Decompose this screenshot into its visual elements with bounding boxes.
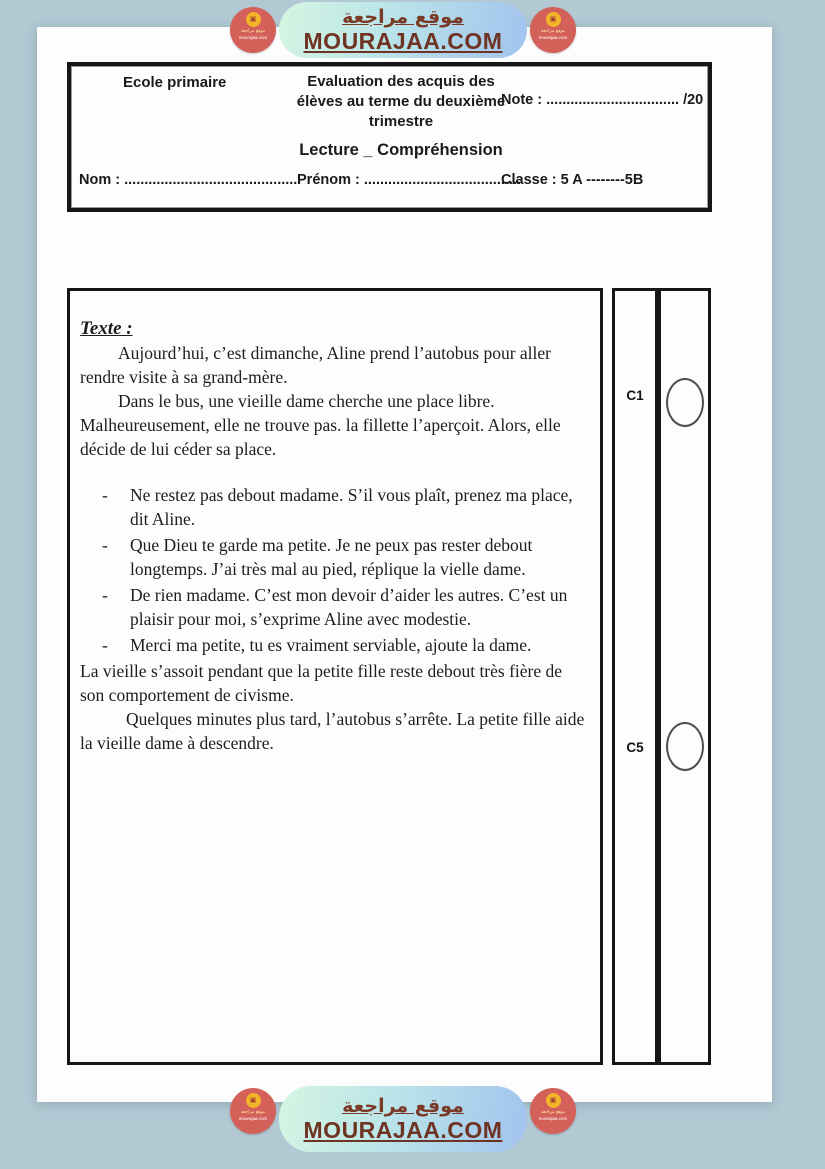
mourajaa-logo-badge: [230, 1088, 276, 1134]
mourajaa-logo-badge: [230, 7, 276, 53]
texte-heading: Texte :: [80, 318, 133, 339]
competency-label-c5: C5: [626, 740, 644, 755]
badge-site-label: mourajaa.com: [538, 1116, 568, 1121]
dialogue-line: [102, 583, 590, 631]
banner-arabic-title: موقع مراجعة: [342, 1095, 464, 1117]
exam-title-line2: élèves au terme du deuxième: [296, 93, 506, 110]
banner-pill: [279, 1086, 527, 1152]
dash-marker: -: [102, 485, 108, 505]
banner-arabic-title: موقع مراجعة: [342, 6, 464, 28]
badge-arabic-label: موقع مراجعة: [240, 1110, 266, 1115]
nom-field: Nom : ...........................................: [79, 172, 298, 188]
dialogue-line: [102, 483, 590, 531]
classe-field: Classe : 5 A --------5B: [501, 172, 644, 188]
dash-marker: -: [102, 585, 108, 605]
badge-arabic-label: موقع مراجعة: [540, 1110, 566, 1115]
paragraph-1: Aujourd’hui, c’est dimanche, Aline prend l’autobus pour aller rendre visite à sa grand-mère.: [80, 343, 552, 387]
dash-marker: -: [102, 535, 108, 555]
badge-site-label: mourajaa.com: [238, 35, 268, 40]
book-icon: ▣: [546, 1093, 561, 1108]
mourajaa-logo-badge: [530, 1088, 576, 1134]
exam-header-box: [67, 62, 712, 212]
dialogue-text: Merci ma petite, tu es vraiment serviable, ajoute la dame.: [130, 635, 532, 655]
dialogue-text: Que Dieu te garde ma petite. Je ne peux pas rester debout longtemps. J’ai très mal au pied, réplique la vielle dame.: [130, 535, 533, 579]
paragraph-3: La vieille s’assoit pendant que la petite fille reste debout très fière de son comportement de civisme.: [80, 661, 563, 705]
badge-site-label: mourajaa.com: [538, 35, 568, 40]
paragraph-4: Quelques minutes plus tard, l’autobus s’arrête. La petite fille aide la vieille dame à descendre.: [80, 709, 585, 753]
mourajaa-banner-bottom: [230, 1086, 576, 1152]
book-icon: ▣: [246, 1093, 261, 1108]
competency-label-c1: C1: [626, 388, 644, 403]
book-icon: ▣: [546, 12, 561, 27]
banner-pill: [279, 2, 527, 58]
paragraph-2: Dans le bus, une vieille dame cherche une place libre. Malheureusement, elle ne trouve pas. la fillette l’aperçoit. Alors, elle décide de lui céder sa place.: [80, 391, 561, 459]
reading-text-box: [67, 288, 603, 1065]
exam-title-line1: Evaluation des acquis des: [307, 73, 495, 90]
book-icon: ▣: [246, 12, 261, 27]
exam-title-line3: trimestre: [368, 113, 434, 130]
dialogue-text: Ne restez pas debout madame. S’il vous plaît, prenez ma place, dit Aline.: [130, 485, 573, 529]
dialogue-line: [102, 633, 590, 657]
dialogue-line: [102, 533, 590, 581]
score-circle-c1: [666, 378, 704, 427]
dash-marker: -: [102, 635, 108, 655]
badge-arabic-label: موقع مراجعة: [540, 29, 566, 34]
note-field: Note : ................................. /20: [501, 92, 704, 108]
mourajaa-banner-top: [230, 2, 576, 58]
score-circle-column: [658, 288, 711, 1065]
banner-site-link: MOURAJAA.COM: [303, 28, 503, 54]
badge-site-label: mourajaa.com: [238, 1116, 268, 1121]
mourajaa-logo-badge: [530, 7, 576, 53]
badge-arabic-label: موقع مراجعة: [240, 29, 266, 34]
school-name: Ecole primaire: [123, 74, 227, 91]
score-circle-c5: [666, 722, 704, 771]
competency-label-column: [612, 288, 658, 1065]
exam-title: [283, 72, 519, 160]
dialogue-list: [102, 483, 590, 657]
dialogue-text: De rien madame. C’est mon devoir d’aider les autres. C’est un plaisir pour moi, s’exprime Aline avec modestie.: [130, 585, 568, 629]
banner-site-link: MOURAJAA.COM: [303, 1117, 503, 1143]
prenom-field: Prénom : .......................................: [297, 172, 521, 188]
exam-subject: Lecture _ Compréhension: [299, 141, 503, 159]
